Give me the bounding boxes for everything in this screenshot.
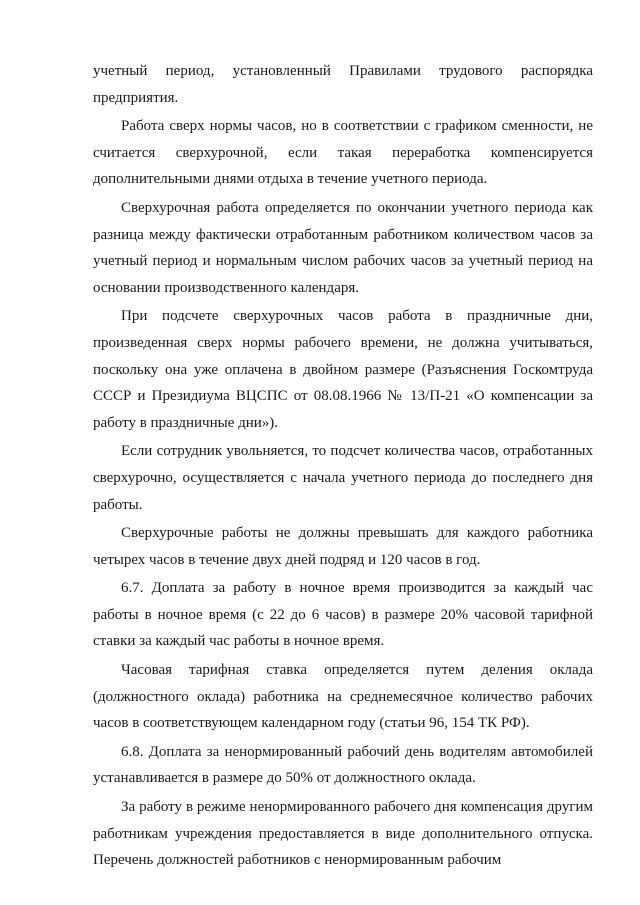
paragraph-3: Сверхурочная работа определяется по окончании учетного периода как разница между фактически отработанным работником количеством часов за учетный период и нормальным числом рабочих часов за учетный период на основании производственного календаря. [93, 199, 593, 296]
paragraph-2: Работа сверх нормы часов, но в соответствии с графиком сменности, не считается сверхурочной, если такая переработка компенсируется дополнительными днями отдыха в течение учетного периода. [93, 118, 593, 188]
paragraph-6: Сверхурочные работы не должны превышать для каждого работника четырех часов в течение двух дней подряд и 120 часов в год. [93, 525, 593, 568]
paragraph-7: 6.7. Доплата за работу в ночное время производится за каждый час работы в ночное время (с 22 до 6 часов) в размере 20% часовой тарифной ставки за каждый час работы в ночное время. [93, 580, 593, 650]
paragraph-10: За работу в режиме ненормированного рабочего дня компенсация другим работникам учреждения предоставляется в виде дополнительного отпуска. Перечень должностей работников с ненормированным рабочим [93, 799, 593, 869]
paragraph-1: учетный период, установленный Правилами трудового распорядка предприятия. [93, 63, 593, 106]
paragraph-5: Если сотрудник увольняется, то подсчет количества часов, отработанных сверхурочно, осуществляется с начала учетного периода до последнего дня работы. [93, 443, 593, 513]
document-page [93, 58, 593, 876]
paragraph-8: Часовая тарифная ставка определяется путем деления оклада (должностного оклада) работника на среднемесячное количество рабочих часов в соответствующем календарном году (статьи 96, 154 ТК РФ). [93, 662, 593, 732]
paragraph-9: 6.8. Доплата за ненормированный рабочий день водителям автомобилей устанавливается в размере до 50% от должностного оклада. [93, 743, 593, 787]
paragraph-4: При подсчете сверхурочных часов работа в праздничные дни, произведенная сверх нормы рабочего времени, не должна учитываться, поскольку она уже оплачена в двойном размере (Разъяснения Госкомтруда СССР и Президиума ВЦСПС от 08.08.1966 № 13/П-21 «О компенсации за работу в праздничные дни»). [93, 308, 593, 431]
